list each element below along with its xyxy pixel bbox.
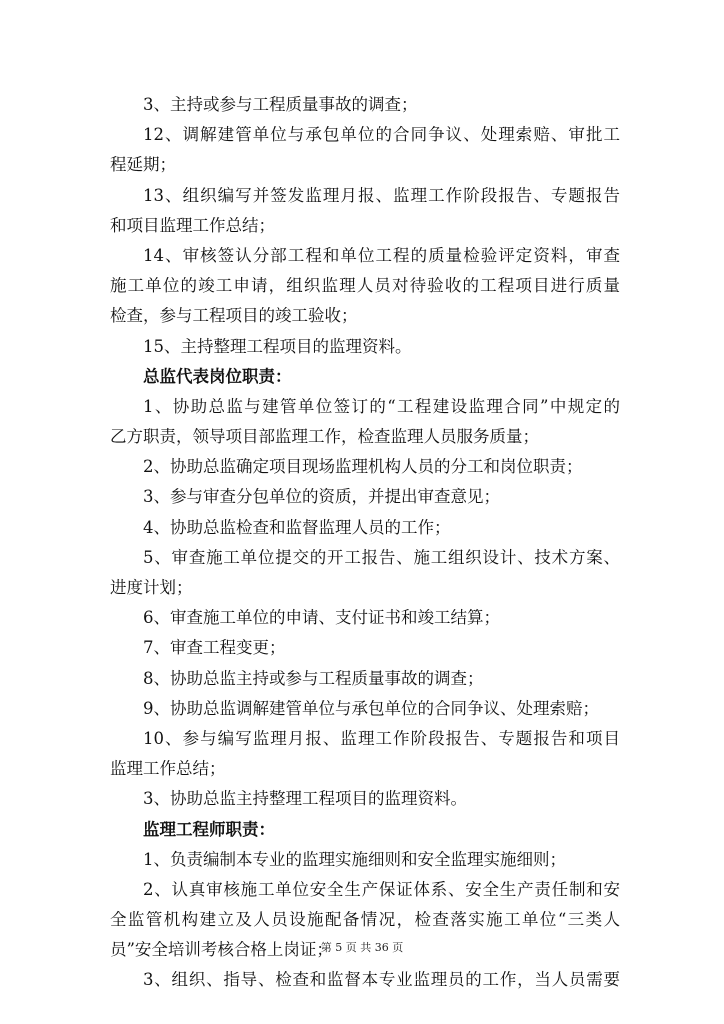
paragraph-line: 3、组织、指导、检查和监督本专业监理员的工作，当人员需要 [143,970,620,990]
paragraph-line: 5、审查施工单位提交的开工报告、施工组织设计、技术方案、 [143,547,620,567]
paragraph-line: 1、负责编制本专业的监理实施细则和安全监理实施细则； [143,849,566,869]
paragraph-line: 3、主持或参与工程质量事故的调查； [143,95,418,114]
paragraph-line: 9、协助总监调解建管单位与承包单位的合同争议、处理索赔； [143,698,599,718]
paragraph-line: 12、调解建管单位与承包单位的合同争议、处理索赔、审批工 [143,125,620,145]
paragraph-line: 2、协助总监确定项目现场监理机构人员的分工和岗位职责； [143,457,583,477]
paragraph-line: 1、协助总监与建管单位签订的“工程建设监理合同”中规定的 [143,396,620,416]
paragraph-line: 程延期； [110,155,176,175]
page-number-footer: 第 5 页 共 36 页 [320,941,404,954]
section-heading: 监理工程师职责： [143,819,275,839]
paragraph-line: 6、审查施工单位的申请、支付证书和竣工结算； [143,608,500,628]
document-body [110,90,620,996]
paragraph-line: 和项目监理工作总结； [110,215,275,235]
paragraph-line: 员”安全培训考核合格上岗证； [110,940,333,960]
paragraph-line: 10、参与编写监理月报、监理工作阶段报告、专题报告和项目 [143,728,620,748]
paragraph-line: 进度计划； [110,578,193,597]
paragraph-line: 15、主持整理工程项目的监理资料。 [143,336,412,356]
paragraph-line: 4、协助总监检查和监督监理人员的工作； [143,517,451,537]
paragraph-line: 3、参与审查分包单位的资质，并提出审查意见； [143,487,500,507]
paragraph-line: 施工单位的竣工申请，组织监理人员对待验收的工程项目进行质量 [110,276,620,296]
paragraph-line: 乙方职责，领导项目部监理工作，检查监理人员服务质量； [110,427,539,447]
paragraph-line: 3、协助总监主持整理工程项目的监理资料。 [143,789,467,809]
section-heading: 总监代表岗位职责： [143,366,292,386]
paragraph-line: 8、协助总监主持或参与工程质量事故的调查； [143,668,484,688]
paragraph-line: 14、审核签认分部工程和单位工程的质量检验评定资料，审查 [143,245,620,265]
paragraph-line: 监理工作总结； [110,759,226,779]
paragraph-line: 2、认真审核施工单位安全生产保证体系、安全生产责任制和安 [143,879,620,899]
paragraph-line: 检查，参与工程项目的竣工验收； [110,306,358,326]
paragraph-line: 13、组织编写并签发监理月报、监理工作阶段报告、专题报告 [143,185,620,205]
paragraph-line: 7、审查工程变更； [143,638,286,658]
paragraph-line: 全监管机构建立及人员设施配备情况，检查落实施工单位“三类人 [110,910,620,930]
